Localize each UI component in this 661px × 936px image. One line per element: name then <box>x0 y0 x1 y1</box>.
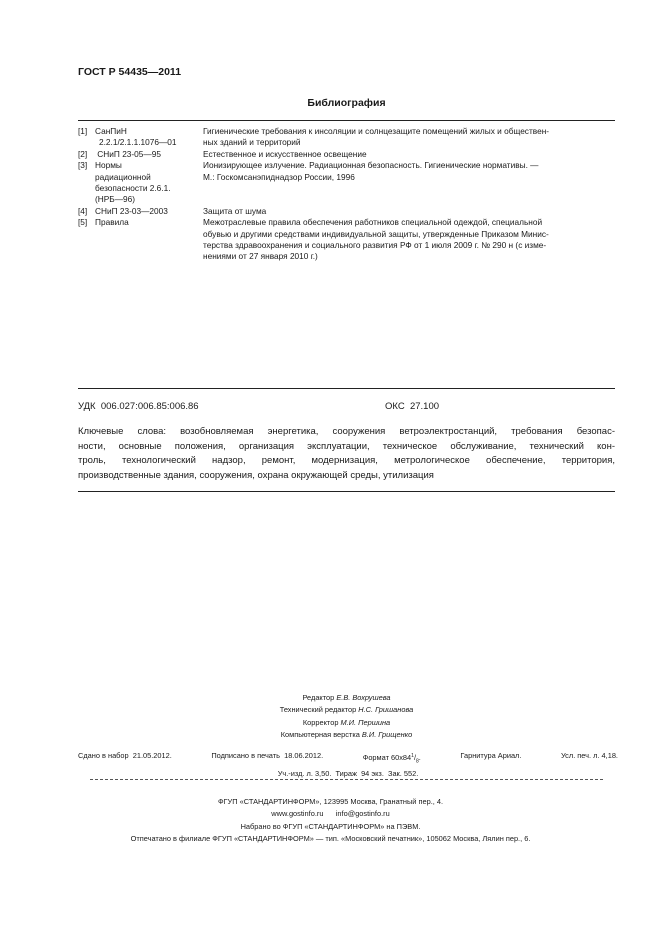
credit-name: Н.С. Гришанова <box>358 705 414 715</box>
credit-role: Технический редактор <box>279 705 357 715</box>
bibliography-entry <box>78 217 615 263</box>
credit-layout <box>32 729 661 741</box>
entry-source <box>95 206 203 217</box>
entry-number: [1] <box>78 126 88 136</box>
submitted-date: Сдано в набор 21.05.2012. <box>78 751 172 760</box>
entry-description-line: М.: Госкомсанэпиднадзор России, 1996 <box>203 171 355 182</box>
bibliography-top-rule <box>78 120 615 121</box>
print-info <box>78 750 618 780</box>
entry-source-line: (НРБ—96) <box>95 194 136 205</box>
entry-description <box>203 160 615 206</box>
keywords-line: производственные здания, сооружения, охрана окружающей среды, утилизация <box>78 470 434 482</box>
keywords-block <box>78 425 615 484</box>
entry-source-line: СанПиН <box>95 126 127 136</box>
entry-description-line: Естественное и искусственное освещение <box>203 148 367 159</box>
keywords-line: троль, технологический надзор, ремонт, модернизация, метрологическое обеспечение, территория, <box>78 455 615 467</box>
keywords-line: Ключевые слова: возобновляемая энергетика, сооружения ветроэлектростанций, требования безопас- <box>78 426 615 437</box>
signed-date: Подписано в печать 18.06.2012. <box>211 751 324 760</box>
entry-source-line: 2.2.1/2.1.1.1076—01 <box>99 137 177 148</box>
entry-number: [4] <box>78 205 88 216</box>
entry-source <box>95 160 203 206</box>
bibliography-entry <box>78 126 615 149</box>
entry-source-line: Нормы <box>95 160 122 171</box>
entry-description-line: нениями от 27 января 2010 г.) <box>203 251 318 262</box>
classification-top-rule <box>78 388 615 389</box>
paper-format: Формат $60x84^1/_8$. <box>362 753 421 765</box>
entry-number: [2] <box>78 148 88 159</box>
entry-description-line: Ионизирующее излучение. Радиационная безопасность. Гигиенические нормативы. — <box>203 160 539 171</box>
document-id: ГОСТ Р 54435—2011 <box>78 66 182 78</box>
entry-source-line: СНиП 23-03—2003 <box>95 205 168 216</box>
edition-info: Уч.-изд. л. 3,50. Тираж 94 экз. Зак. 552. <box>277 768 419 778</box>
bibliography-entry <box>78 206 615 217</box>
format-numerator: 1 <box>411 753 414 759</box>
classification-bottom-rule <box>78 491 615 492</box>
entry-number: [3] <box>78 160 88 171</box>
oks-code: ОКС 27.100 <box>385 401 440 412</box>
publisher-contacts <box>0 808 661 820</box>
entry-source-line: радиационной <box>95 171 151 182</box>
print-sheets: Усл. печ. л. 4,18. <box>560 751 618 760</box>
udk-code: УДК 006.027:006.85:006.86 <box>78 401 199 412</box>
bibliography-title: Библиография <box>307 97 386 109</box>
bibliography-entry <box>78 149 615 160</box>
entry-description-line: терства здравоохранения и социального развития РФ от 1 июля 2009 г. № 290 н (с изме- <box>203 240 547 251</box>
entry-source-line: Правила <box>95 217 129 228</box>
format-denominator: 8 <box>416 758 419 765</box>
publisher-block <box>0 796 661 846</box>
entry-number: [5] <box>78 217 88 228</box>
entry-description <box>203 126 615 149</box>
entry-source <box>95 149 203 160</box>
entry-description-line: Межотраслевые правила обеспечения работников специальной одеждой, специальной <box>203 217 543 228</box>
entry-description-line: Гигиенические требования к инсоляции и солнцезащите помещений жилых и обществен- <box>203 126 550 136</box>
entry-source <box>95 126 203 149</box>
printed-note: Отпечатано в филиале ФГУП «СТАНДАРТИНФОРМ» — тип. «Московский печатник», 105062 Москва, Лялин пер., 6. <box>130 834 531 844</box>
credits-block <box>0 692 661 742</box>
credit-name: Е.В. Вохрушева <box>336 693 391 702</box>
credit-name: М.И. Першина <box>340 717 391 727</box>
entry-description <box>203 217 615 263</box>
bibliography-list <box>78 126 615 263</box>
entry-source-line: СНиП 23-05—95 <box>95 148 161 159</box>
credit-role: Корректор <box>302 717 339 727</box>
paper-format-label: Формат 60x84 <box>362 753 412 762</box>
typeset-note: Набрано во ФГУП «СТАНДАРТИНФОРМ» на ПЭВМ. <box>240 821 421 831</box>
publisher-separator <box>90 779 603 780</box>
entry-description <box>203 149 615 160</box>
entry-description-line: обувью и другими средствами индивидуальной защиты, утвержденные Приказом Минис- <box>203 228 549 239</box>
publisher-address: ФГУП «СТАНДАРТИНФОРМ», 123995 Москва, Гранатный пер., 4. <box>217 797 444 806</box>
credit-tech-editor <box>32 704 661 716</box>
publisher-email[interactable]: info@gostinfo.ru <box>335 809 390 819</box>
credit-role: Редактор <box>302 693 335 702</box>
bibliography-entry <box>78 160 615 206</box>
entry-source-line: безопасности 2.6.1. <box>95 183 171 194</box>
entry-source <box>95 217 203 263</box>
publisher-website[interactable]: www.gostinfo.ru <box>271 809 324 819</box>
keywords-line: ности, основные положения, организация эксплуатации, техническое обслуживание, технический кон- <box>78 440 615 452</box>
entry-description-line: Защита от шума <box>203 205 267 216</box>
entry-description-line: ных зданий и территорий <box>203 137 301 148</box>
typeface: Гарнитура Ариал. <box>460 751 522 760</box>
credit-editor <box>32 692 661 704</box>
credit-role: Компьютерная верстка <box>280 730 360 740</box>
credit-name: В.И. Грищенко <box>361 730 413 740</box>
credit-proofreader <box>32 717 661 729</box>
entry-description <box>203 206 615 217</box>
